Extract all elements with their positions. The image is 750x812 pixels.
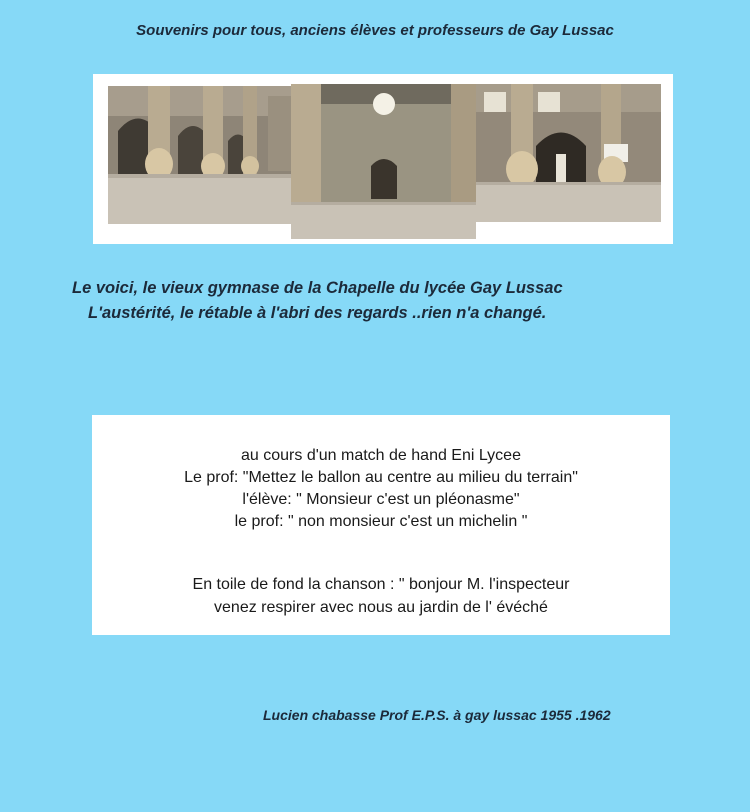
author-signature: Lucien chabasse Prof E.P.S. à gay lussac 1955 .1962 xyxy=(263,707,611,723)
anecdote-line: le prof: " non monsieur c'est un michelin " xyxy=(234,513,528,530)
anecdote-line: venez respirer avec nous au jardin de l' évéché xyxy=(214,599,548,616)
page-title: Souvenirs pour tous, anciens élèves et professeurs de Gay Lussac xyxy=(136,22,614,39)
anecdote-line: au cours d'un match de hand Eni Lycee xyxy=(241,447,521,464)
anecdote-stanza-2 xyxy=(92,573,670,619)
anecdote-stanza-1 xyxy=(92,445,670,533)
gym-photo-left xyxy=(108,86,308,224)
anecdote-line: Le prof: "Mettez le ballon au centre au milieu du terrain" xyxy=(184,469,578,486)
caption-line-2: L'austérité, le rétable à l'abri des regards ..rien n'a changé. xyxy=(88,304,547,322)
photo-caption xyxy=(72,276,712,326)
gym-photo-right xyxy=(476,84,661,222)
anecdote-box xyxy=(92,415,670,635)
anecdote-line: l'élève: " Monsieur c'est un pléonasme" xyxy=(242,491,520,508)
caption-line-1: Le voici, le vieux gymnase de la Chapelle du lycée Gay Lussac xyxy=(72,279,563,297)
anecdote-line: En toile de fond la chanson : " bonjour M. l'inspecteur xyxy=(192,576,570,593)
gym-photo-center xyxy=(291,84,476,239)
gymnasium-photo-panorama xyxy=(93,74,673,244)
